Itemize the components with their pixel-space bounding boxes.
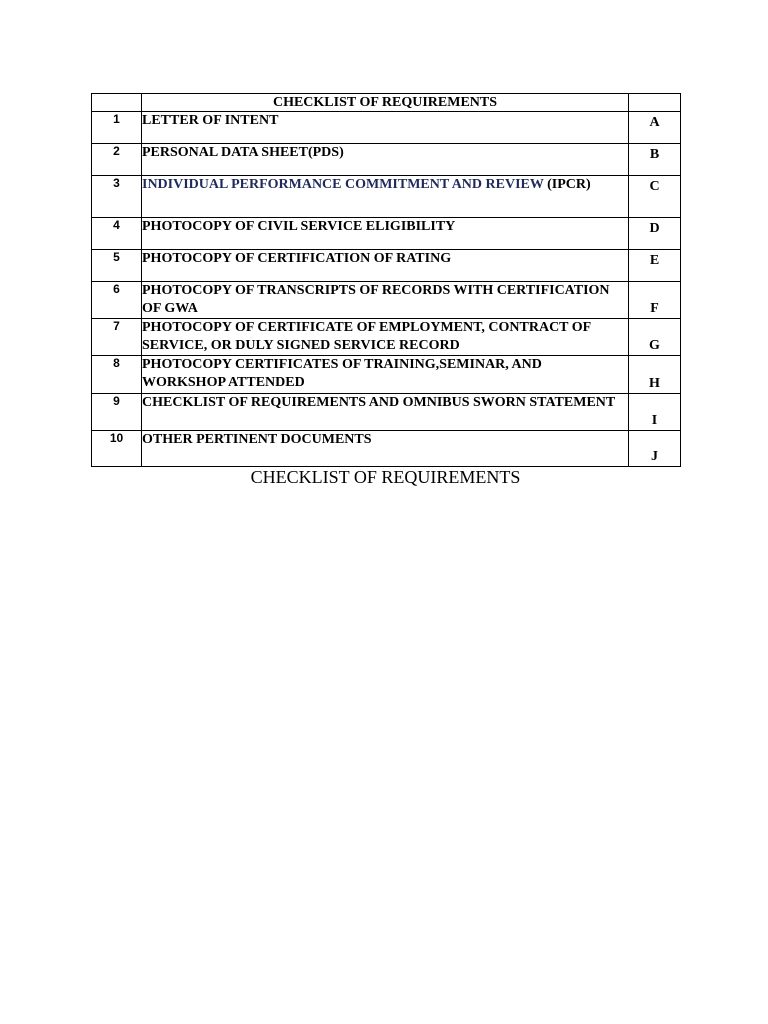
table-row <box>92 431 681 467</box>
table-title: CHECKLIST OF REQUIREMENTS <box>142 94 629 112</box>
table-row <box>92 356 681 394</box>
row-requirement: PHOTOCOPY OF CIVIL SERVICE ELIGIBILITY <box>142 218 629 250</box>
table-row <box>92 176 681 218</box>
requirements-table <box>91 93 681 467</box>
table-row <box>92 394 681 431</box>
row-requirement: PHOTOCOPY OF TRANSCRIPTS OF RECORDS WITH CERTIFICATION OF GWA <box>142 282 629 319</box>
row-letter: D <box>629 218 681 250</box>
row-requirement: PHOTOCOPY CERTIFICATES OF TRAINING,SEMINAR, AND WORKSHOP ATTENDED <box>142 356 629 394</box>
row-requirement <box>142 176 629 218</box>
row-requirement: LETTER OF INTENT <box>142 112 629 144</box>
table-row <box>92 218 681 250</box>
row-letter: B <box>629 144 681 176</box>
row-requirement: PHOTOCOPY OF CERTIFICATE OF EMPLOYMENT, CONTRACT OF SERVICE, OR DULY SIGNED SERVICE RECORD <box>142 319 629 356</box>
table-row <box>92 144 681 176</box>
row-letter: C <box>629 176 681 218</box>
table-row <box>92 319 681 356</box>
row-number: 4 <box>92 218 142 250</box>
row-requirement: PHOTOCOPY OF CERTIFICATION OF RATING <box>142 250 629 282</box>
row-number: 8 <box>92 356 142 394</box>
row-number: 1 <box>92 112 142 144</box>
row-letter: E <box>629 250 681 282</box>
table-header-row <box>92 94 681 112</box>
row-letter: I <box>629 394 681 431</box>
row-number: 5 <box>92 250 142 282</box>
row-number: 10 <box>92 431 142 467</box>
row-requirement: CHECKLIST OF REQUIREMENTS AND OMNIBUS SWORN STATEMENT <box>142 394 629 431</box>
table-row <box>92 282 681 319</box>
row-requirement: PERSONAL DATA SHEET(PDS) <box>142 144 629 176</box>
row-requirement-suffix: (IPCR) <box>543 177 591 192</box>
row-requirement-highlight: INDIVIDUAL PERFORMANCE COMMITMENT AND REVIEW <box>142 177 544 192</box>
row-letter: G <box>629 319 681 356</box>
row-requirement: OTHER PERTINENT DOCUMENTS <box>142 431 629 467</box>
header-empty-cell <box>629 94 681 112</box>
row-number: 9 <box>92 394 142 431</box>
row-letter: J <box>629 431 681 467</box>
row-letter: A <box>629 112 681 144</box>
row-number: 3 <box>92 176 142 218</box>
row-letter: H <box>629 356 681 394</box>
table-row <box>92 250 681 282</box>
row-number: 2 <box>92 144 142 176</box>
header-empty-cell <box>92 94 142 112</box>
row-number: 6 <box>92 282 142 319</box>
row-letter: F <box>629 282 681 319</box>
document-caption: CHECKLIST OF REQUIREMENTS <box>250 467 521 487</box>
table-row <box>92 112 681 144</box>
row-number: 7 <box>92 319 142 356</box>
